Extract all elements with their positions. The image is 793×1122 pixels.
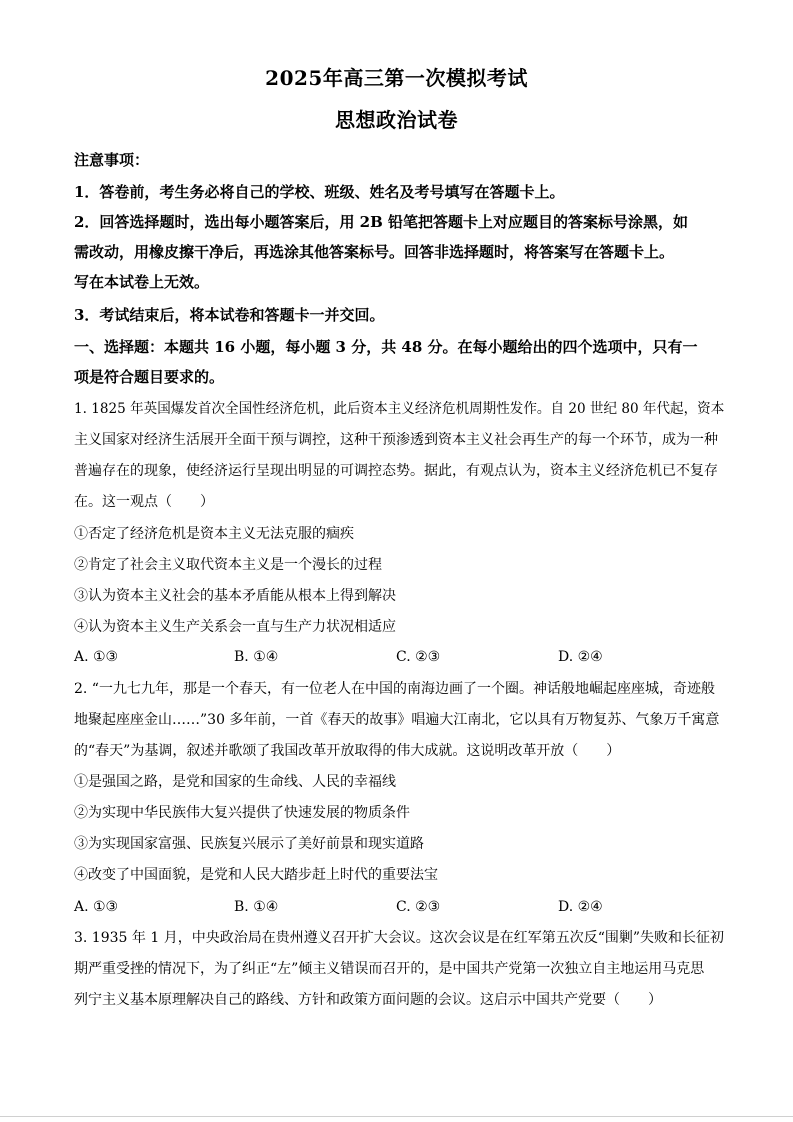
notice-heading: 注意事项： (74, 151, 150, 169)
notice-item-2-line-2: 需改动，用橡皮擦干净后，再选涂其他答案标号。回答非选择题时，将答案写在答题卡上。 (74, 243, 675, 261)
question-3-text-line-3: 列宁主义基本原理解决自己的路线、方针和政策方面问题的会议。这启示中国共产党要（ ） (74, 992, 662, 1008)
question-1-statement-3: ③认为资本主义社会的基本矛盾能从根本上得到解决 (74, 588, 396, 604)
notice-item-2-line-3: 写在本试卷上无效。 (74, 273, 210, 291)
question-2-option-c: C. ②③ (396, 899, 441, 915)
question-2-statement-3: ③为实现国家富强、民族复兴展示了美好前景和现实道路 (74, 836, 424, 852)
question-1-statement-4: ④认为资本主义生产关系会一直与生产力状况相适应 (74, 619, 396, 635)
question-2-statement-2: ②为实现中华民族伟大复兴提供了快速发展的物质条件 (74, 805, 410, 821)
notice-item-1: 1．答卷前，考生务必将自己的学校、班级、姓名及考号填写在答题卡上。 (74, 183, 565, 201)
question-1-option-c: C. ②③ (396, 649, 441, 665)
question-1-option-b: B. ①④ (234, 649, 279, 665)
section-heading-line-1: 一、选择题：本题共 16 小题，每小题 3 分，共 48 分。在每小题给出的四个选项中，只有一 (74, 338, 698, 356)
question-1-text-line-4: 在。这一观点（ ） (74, 494, 214, 510)
question-1-text-line-1: 1. 1825 年英国爆发首次全国性经济危机，此后资本主义经济危机周期性发作。自 20 世纪 80 年代起，资本 (74, 401, 725, 417)
question-2-statement-1: ①是强国之路，是党和国家的生命线、人民的幸福线 (74, 774, 396, 790)
question-1-statement-2: ②肯定了社会主义取代资本主义是一个漫长的过程 (74, 557, 382, 573)
question-3-text-line-2: 期严重受挫的情况下，为了纠正“左”倾主义错误而召开的，是中国共产党第一次独立自主地运用马克思 (74, 961, 705, 977)
question-1-options (74, 647, 724, 667)
section-heading-line-2: 项是符合题目要求的。 (74, 368, 225, 386)
question-2-options (74, 897, 724, 917)
exam-title: 2025年高三第一次模拟考试 (265, 66, 528, 90)
notice-item-3: 3．考试结束后，将本试卷和答题卡一并交回。 (74, 306, 385, 324)
exam-subtitle: 思想政治试卷 (335, 108, 458, 132)
question-2-text-line-2: 地聚起座座金山……”30 多年前，一首《春天的故事》唱遍大江南北，它以具有万物复苏、气象万千寓意 (74, 712, 720, 728)
question-2-option-b: B. ①④ (234, 899, 279, 915)
question-2-statement-4: ④改变了中国面貌，是党和人民大踏步赶上时代的重要法宝 (74, 867, 438, 883)
question-1-statement-1: ①否定了经济危机是资本主义无法克服的痼疾 (74, 526, 354, 542)
question-1-option-a: A. ①③ (74, 649, 119, 665)
page-bottom-divider (0, 1116, 793, 1117)
question-1-option-d: D. ②④ (558, 649, 603, 665)
question-3-text-line-1: 3. 1935 年 1 月，中央政治局在贵州遵义召开扩大会议。这次会议是在红军第五次反“围剿”失败和长征初 (74, 930, 725, 946)
question-1-text-line-2: 主义国家对经济生活展开全面干预与调控，这种干预渗透到资本主义社会再生产的每一个环节，成为一种 (74, 432, 718, 448)
question-2-text-line-3: 的“春天”为基调，叙述并歌颂了我国改革开放取得的伟大成就。这说明改革开放（ ） (74, 743, 621, 759)
notice-item-2-line-1: 2．回答选择题时，选出每小题答案后，用 2B 铅笔把答题卡上对应题目的答案标号涂黑，如 (74, 213, 689, 231)
question-2-option-d: D. ②④ (558, 899, 603, 915)
question-2-text-line-1: 2. “一九七九年，那是一个春天，有一位老人在中国的南海边画了一个圈。神话般地崛起座座城，奇迹般 (74, 681, 715, 697)
question-2-option-a: A. ①③ (74, 899, 119, 915)
question-1-text-line-3: 普遍存在的现象，使经济运行呈现出明显的可调控态势。据此，有观点认为，资本主义经济危机已不复存 (74, 463, 718, 479)
